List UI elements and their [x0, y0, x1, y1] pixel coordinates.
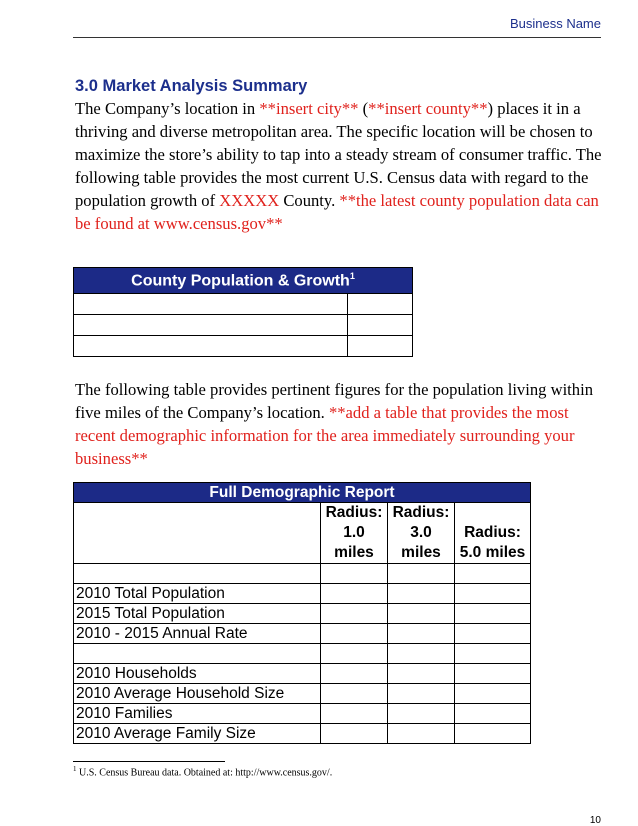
- demographic-note: **add a table that provides the most recent demographic information for the area immediately surrounding your business**: [75, 403, 575, 468]
- row-label: 2010 Households: [74, 664, 321, 684]
- row-label: 2010 - 2015 Annual Rate: [74, 624, 321, 644]
- row-label: 2010 Average Family Size: [74, 724, 321, 744]
- row-label: 2010 Families: [74, 704, 321, 724]
- intro-text-c: ) places it in a thriving and diverse metropolitan area. The specific location will be chosen to maximize the store’s ability to tap into a steady stream of consumer traffic. The following table provides the most current U.S. Census data with regard to the population growth of: [75, 99, 602, 210]
- intro-text-b: (: [358, 99, 369, 118]
- table-row: [74, 584, 531, 604]
- row-label: 2015 Total Population: [74, 604, 321, 624]
- header-business-name: Business Name: [509, 16, 601, 31]
- row-label: 2010 Total Population: [74, 584, 321, 604]
- demographic-text: The following table provides pertinent figures for the population living within five miles of the Company’s location.: [75, 380, 593, 422]
- intro-paragraph: [75, 97, 605, 235]
- page-number: 10: [589, 815, 601, 826]
- intro-text-d: County.: [279, 191, 340, 210]
- radius-1-header: Radius: 1.0 miles: [321, 503, 388, 564]
- radius-5-header: Radius: 5.0 miles: [455, 503, 531, 564]
- table-row: [74, 644, 531, 664]
- table-row: [74, 704, 531, 724]
- table-row: [74, 315, 413, 336]
- insert-city-placeholder: **insert city**: [259, 99, 359, 118]
- footnote: [73, 765, 332, 778]
- table-row: [74, 624, 531, 644]
- table-row: [74, 664, 531, 684]
- intro-text-a: The Company’s location in: [75, 99, 260, 118]
- insert-county-placeholder: **insert county**: [368, 99, 488, 118]
- footnote-text: U.S. Census Bureau data. Obtained at: http://www.census.gov/.: [76, 767, 333, 779]
- row-label: 2010 Average Household Size: [74, 684, 321, 704]
- footnote-divider: [73, 761, 225, 762]
- header-divider: [73, 37, 601, 38]
- table-row: [74, 564, 531, 584]
- footnote-marker: 1: [73, 765, 77, 773]
- county-population-title: County Population & Growth$^1$: [74, 268, 413, 294]
- radius-3-header: Radius: 3.0 miles: [388, 503, 455, 564]
- section-title: 3.0 Market Analysis Summary: [75, 77, 308, 95]
- demographic-table: [73, 482, 531, 744]
- table-row: [74, 684, 531, 704]
- table-row: [74, 604, 531, 624]
- demographic-table-title: Full Demographic Report: [74, 483, 531, 503]
- footnote-ref: 1: [349, 270, 355, 281]
- table-row: [74, 724, 531, 744]
- county-population-table: [73, 267, 413, 357]
- table-row: [74, 336, 413, 357]
- demographic-paragraph: [75, 378, 605, 470]
- table-row: [74, 294, 413, 315]
- census-note: **the latest county population data can be found at www.census.gov**: [75, 191, 599, 233]
- county-name-placeholder: XXXXX: [219, 191, 280, 210]
